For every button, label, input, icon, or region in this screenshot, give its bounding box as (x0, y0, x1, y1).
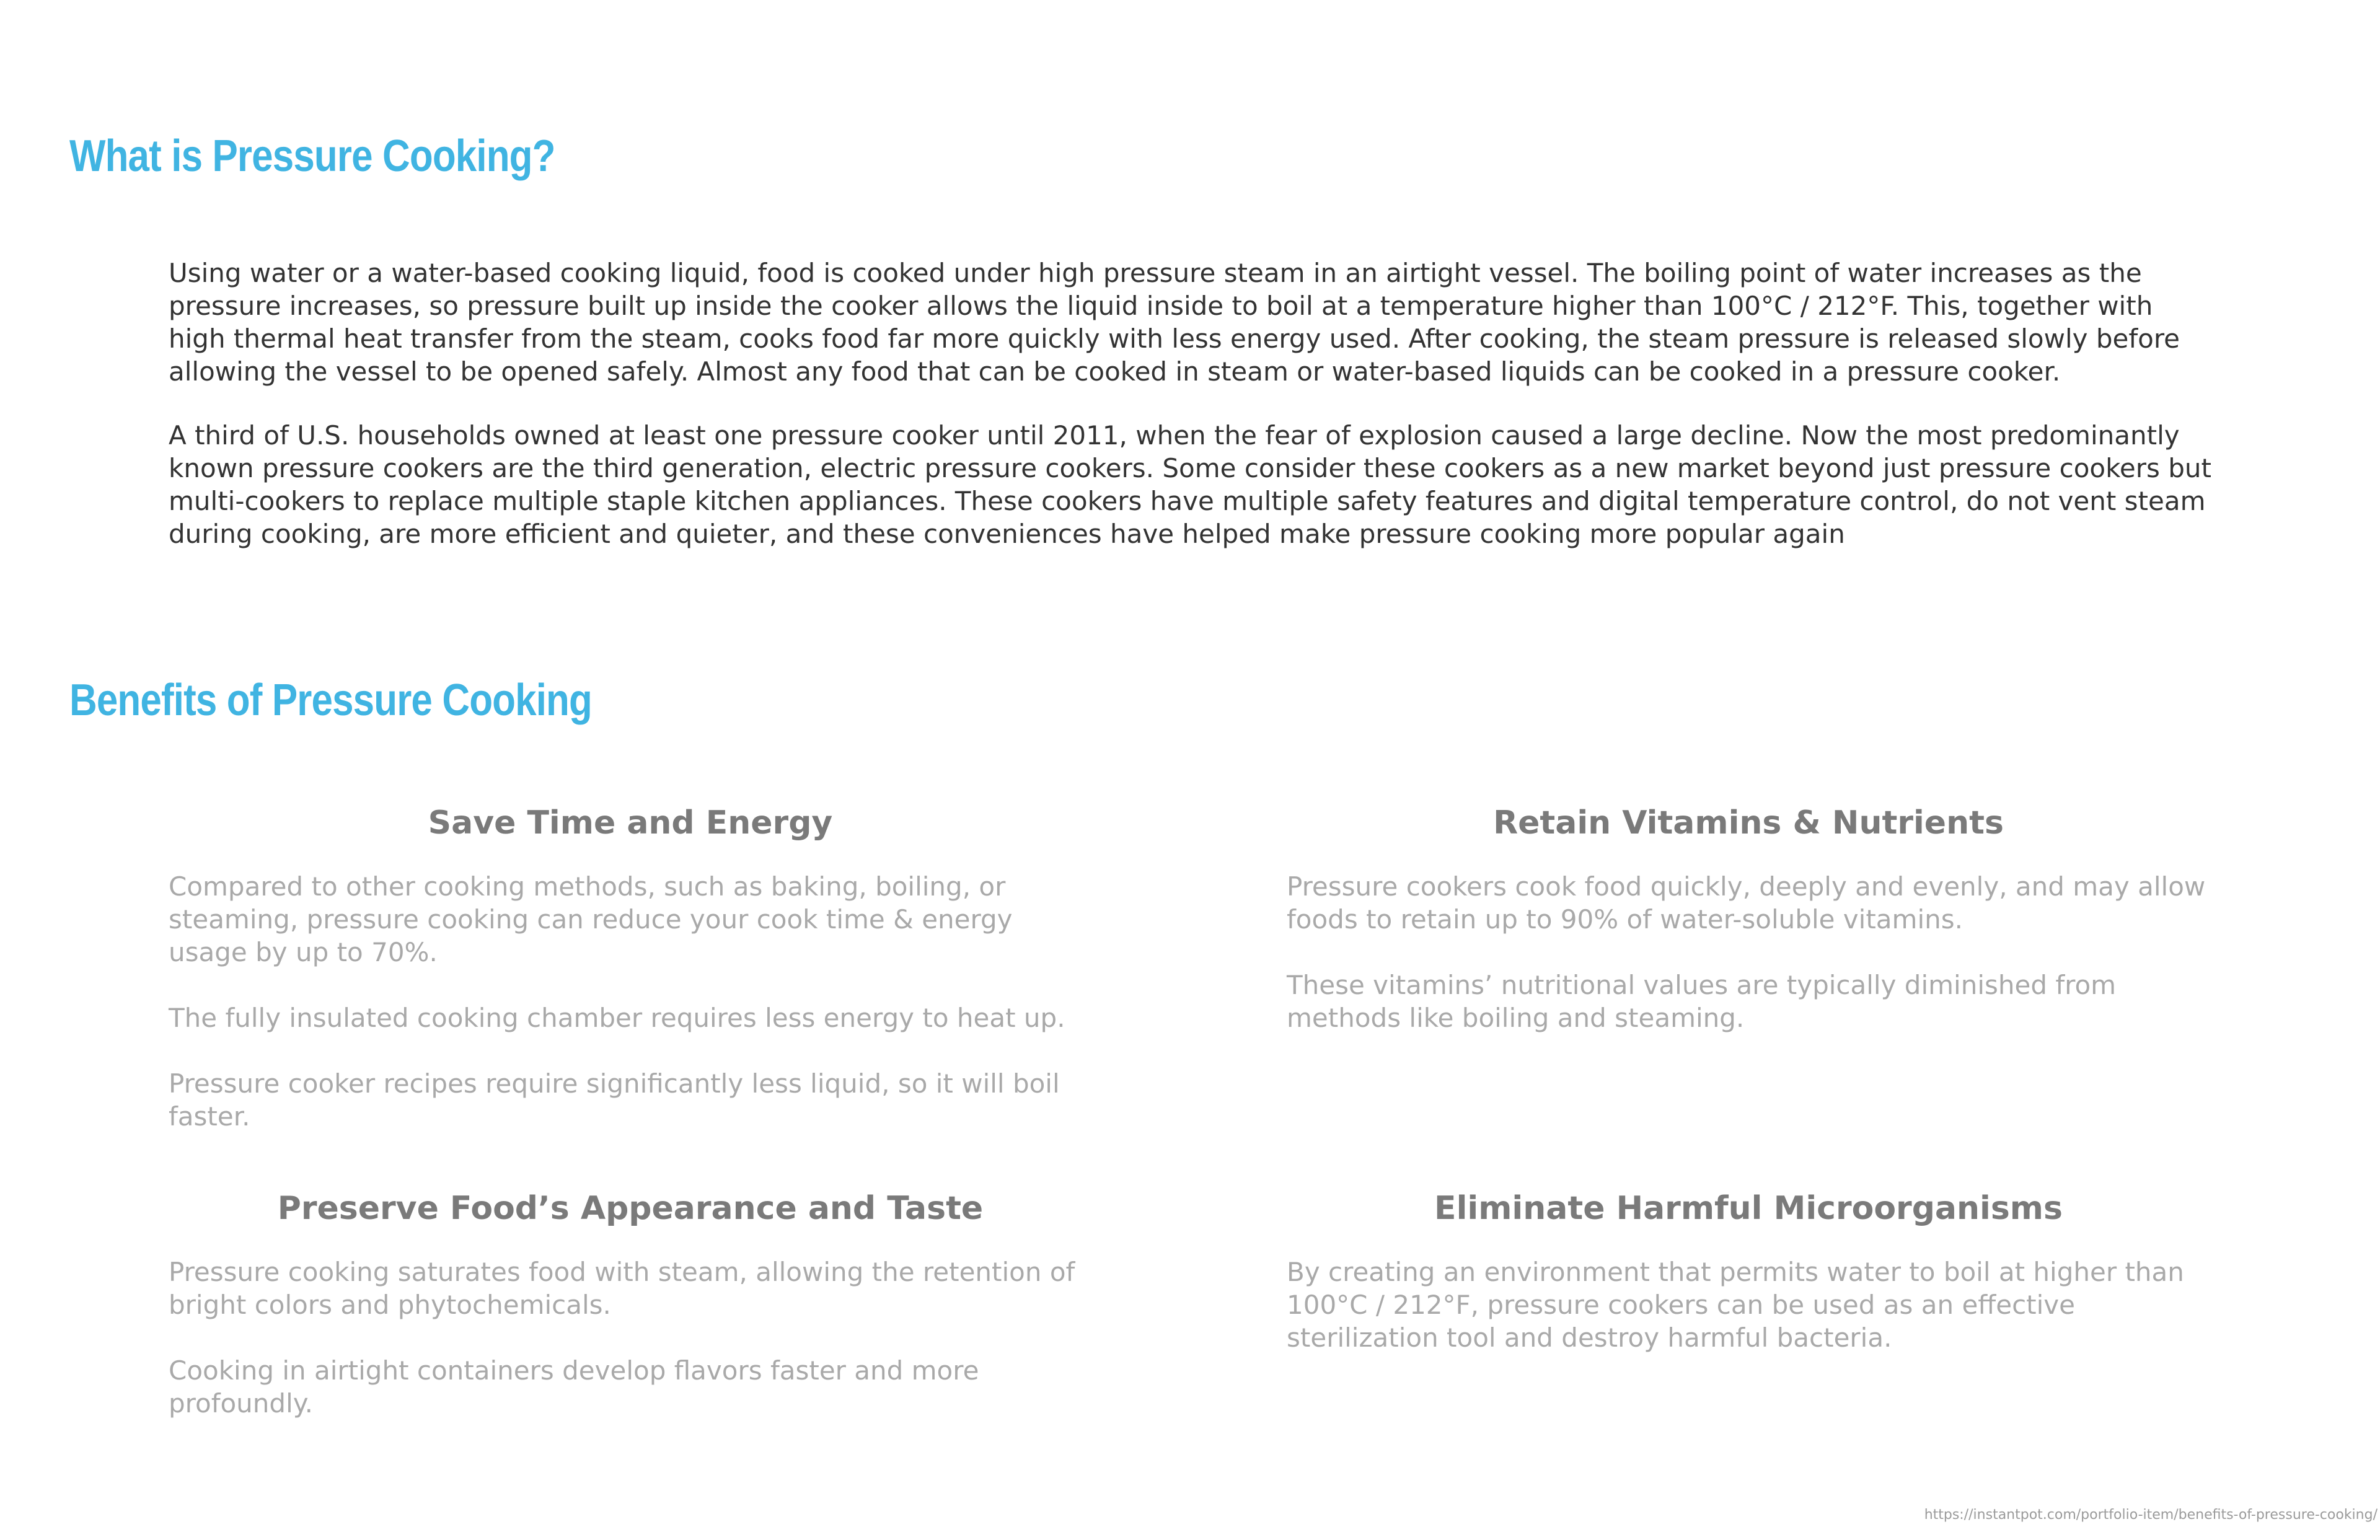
intro-paragraph-2: A third of U.S. households owned at least one pressure cooker until 2011, when the fear of explosion caused a large decline. Now the most predominantly known pressure cookers are the third generation, electric pressure cookers. Some consider these cookers as a new market beyond just pressure cookers but multi-cookers to replace multiple staple kitchen appliances. These cookers have multiple safety features and digital temperature control, do not vent steam during cooking, are more efficient and quieter, and these conveniences have helped make pressure cooking more popular again (169, 420, 2212, 549)
section-heading-what-is-pressure-cooking: What is Pressure Cooking? (69, 131, 555, 181)
benefit-card-text: Pressure cooker recipes require significantly less liquid, so it will boil faster. (169, 1068, 1060, 1132)
benefit-card-text: Cooking in airtight containers develop flavors faster and more profoundly. (169, 1355, 979, 1419)
benefit-card-text: By creating an environment that permits water to boil at higher than 100°C / 212°F, pressure cookers can be used as an effective sterilization tool and destroy harmful bacteria. (1287, 1257, 2184, 1353)
benefit-card-title: Retain Vitamins & Nutrients (1493, 804, 2004, 842)
section-heading-benefits: Benefits of Pressure Cooking (69, 675, 592, 725)
benefit-card-text: Compared to other cooking methods, such as baking, boiling, or steaming, pressure cooking can reduce your cook time & energy usage by up to 70%. (169, 871, 1013, 967)
benefit-card-text: These vitamins’ nutritional values are typically diminished from methods like boiling and steaming. (1287, 970, 2117, 1033)
benefit-card-title: Save Time and Energy (428, 804, 833, 842)
benefit-card-save-time (169, 803, 1092, 1166)
intro-paragraph-1: Using water or a water-based cooking liquid, food is cooked under high pressure steam in an airtight vessel. The boiling point of water increases as the pressure increases, so pressure built up inside the cooker allows the liquid inside to boil at a temperature higher than 100°C / 212°F. This, together with high thermal heat transfer from the steam, cooks food far more quickly with less energy used. After cooking, the steam pressure is released slowly before allowing the vessel to be opened safely. Almost any food that can be cooked in steam or water-based liquids can be cooked in a pressure cooker. (169, 258, 2180, 387)
benefit-card-eliminate-microorganisms (1287, 1189, 2210, 1387)
benefit-card-preserve-appearance (169, 1189, 1092, 1453)
source-url: https://instantpot.com/portfolio-item/benefits-of-pressure-cooking/ (1924, 1507, 2378, 1523)
benefit-card-title: Preserve Food’s Appearance and Taste (277, 1190, 984, 1227)
benefit-card-retain-vitamins (1287, 803, 2210, 1067)
benefit-card-text: Pressure cookers cook food quickly, deeply and evenly, and may allow foods to retain up to 90% of water-soluble vitamins. (1287, 871, 2206, 935)
benefit-card-title: Eliminate Harmful Microorganisms (1434, 1190, 2063, 1227)
benefit-card-text: The fully insulated cooking chamber requires less energy to heat up. (169, 1003, 1065, 1033)
benefit-card-text: Pressure cooking saturates food with steam, allowing the retention of bright colors and phytochemicals. (169, 1257, 1075, 1320)
